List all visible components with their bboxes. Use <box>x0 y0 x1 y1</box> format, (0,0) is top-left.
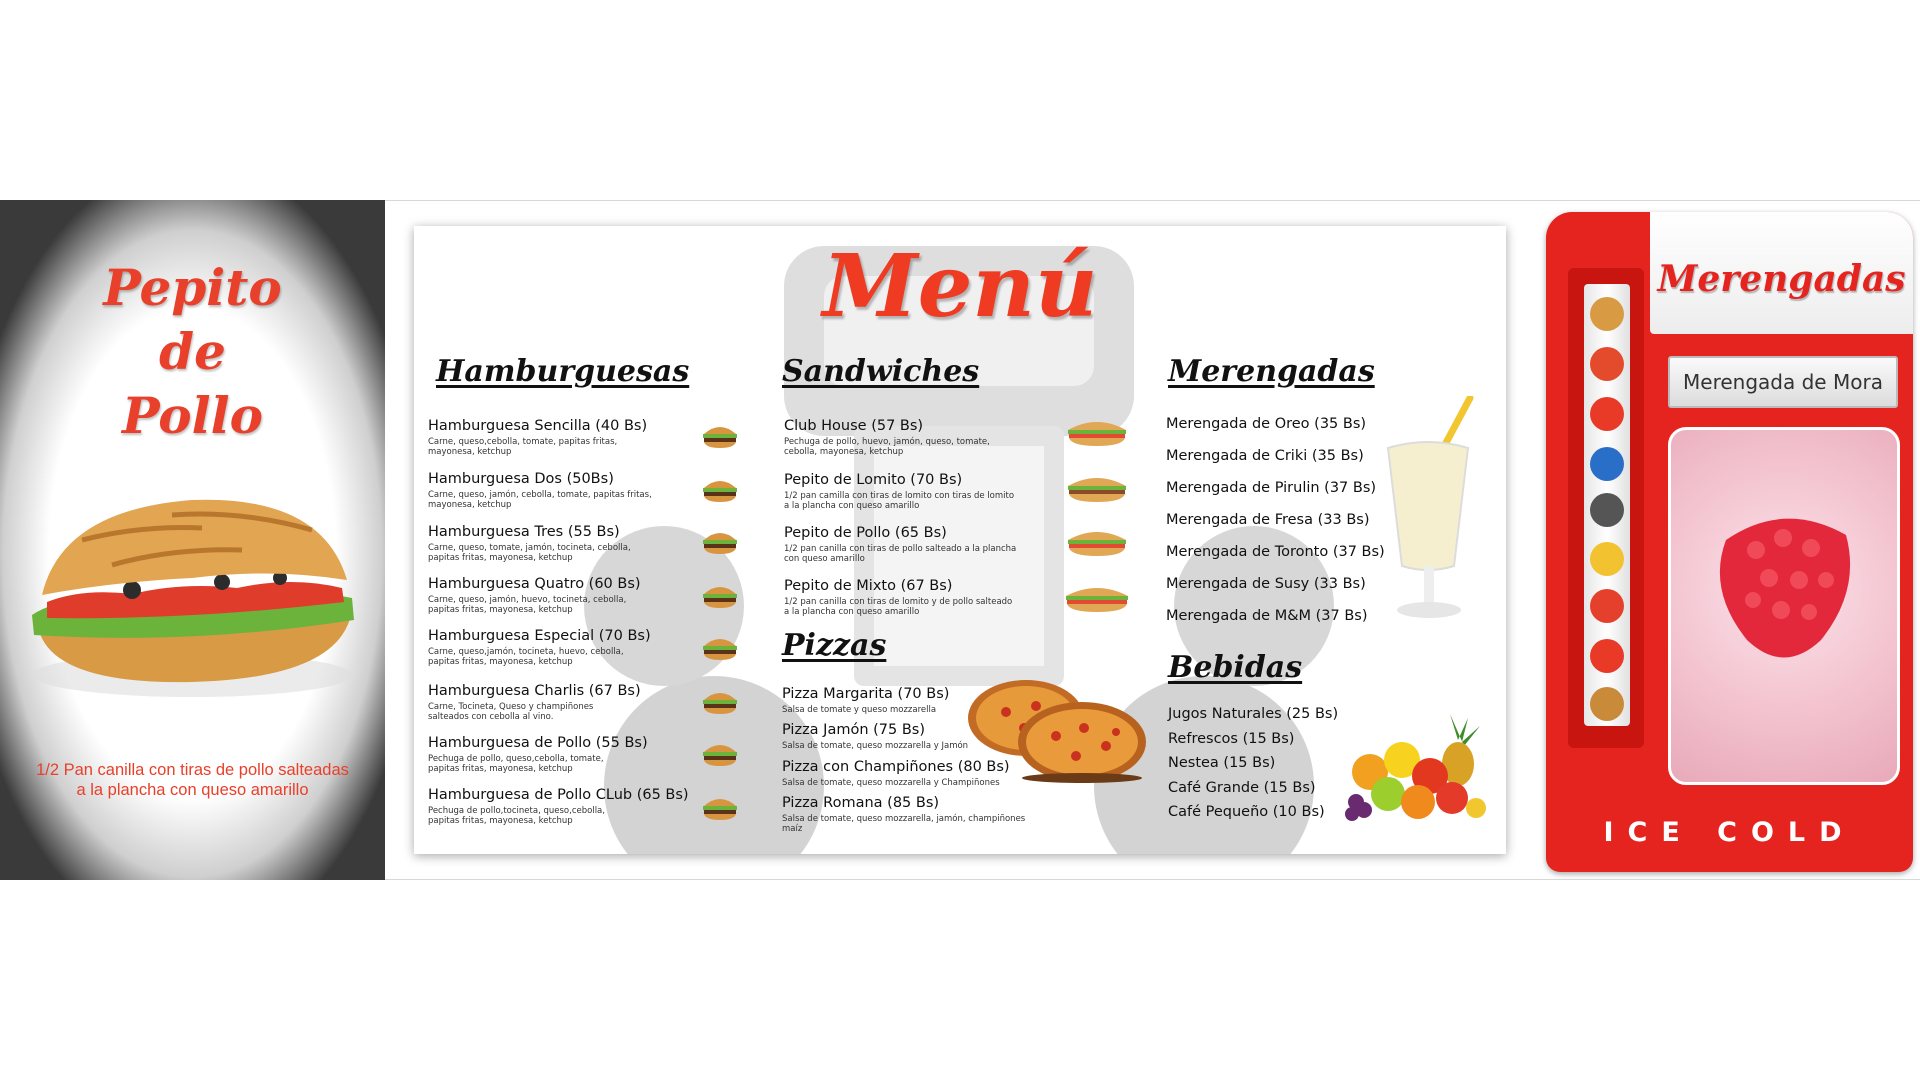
burger-icon <box>700 526 740 556</box>
burger-icon <box>700 632 740 662</box>
sandwich-image <box>22 470 362 710</box>
item-name: Hamburguesa Tres (55 Bs) <box>428 524 620 540</box>
item-desc: Pechuga de pollo,tocineta, queso,cebolla, papitas fritas, mayonesa, ketchup <box>428 806 605 826</box>
item-desc: 1/2 pan canilla con tiras de lomito y de pollo salteado a la plancha con queso amarillo <box>784 597 1013 617</box>
menu-item <box>428 524 631 563</box>
menu-item <box>784 418 990 457</box>
menu-item <box>782 795 1025 834</box>
pizzas-heading: Pizzas <box>782 628 887 663</box>
menu-item <box>428 735 648 774</box>
menu-item <box>428 683 641 722</box>
menu-item <box>784 525 1016 564</box>
bebidas-heading: Bebidas <box>1168 650 1303 685</box>
item-name: Hamburguesa Charlis (67 Bs) <box>428 683 641 699</box>
menu-item: Merengada de Criki (35 Bs) <box>1166 448 1364 464</box>
menu-item: Jugos Naturales (25 Bs) <box>1168 706 1339 722</box>
machine-title: Merengadas <box>1657 258 1906 300</box>
item-desc: Carne, queso,jamón, tocineta, huevo, cebolla, papitas fritas, mayonesa, ketchup <box>428 647 624 667</box>
menu-item <box>784 578 1012 617</box>
selected-flavor-label: Merengada de Mora <box>1668 356 1898 408</box>
menu-item: Refrescos (15 Bs) <box>1168 731 1295 747</box>
item-name: Pizza Jamón (75 Bs) <box>782 722 926 738</box>
fruits-icon <box>1340 712 1490 828</box>
sandwiches-heading: Sandwiches <box>782 354 980 389</box>
menu-item <box>782 722 968 751</box>
item-name: Hamburguesa de Pollo (55 Bs) <box>428 735 648 751</box>
menu-item: Café Grande (15 Bs) <box>1168 780 1316 796</box>
burger-icon <box>700 686 740 716</box>
promo-description-line2: a la plancha con queso amarillo <box>76 781 309 799</box>
burger-icon <box>700 474 740 504</box>
merengadas-heading: Merengadas <box>1168 354 1375 389</box>
menu-item <box>784 472 1014 511</box>
milkshake-icon <box>1378 396 1488 636</box>
hamburguesas-heading: Hamburguesas <box>436 354 690 389</box>
menu-title: Menú <box>822 236 1098 337</box>
menu-item: Merengada de Fresa (33 Bs) <box>1166 512 1370 528</box>
item-name: Hamburguesa de Pollo CLub (65 Bs) <box>428 787 689 803</box>
item-name: Club House (57 Bs) <box>784 418 924 434</box>
menu-item: Café Pequeño (10 Bs) <box>1168 804 1325 820</box>
pizza-icon <box>966 676 1150 786</box>
menu-item: Merengada de Toronto (37 Bs) <box>1166 544 1385 560</box>
item-name: Pizza Romana (85 Bs) <box>782 795 940 811</box>
menu-item <box>428 787 689 826</box>
item-name: Pizza Margarita (70 Bs) <box>782 686 950 702</box>
menu-item: Merengada de M&M (37 Bs) <box>1166 608 1368 624</box>
menu-item: Merengada de Susy (33 Bs) <box>1166 576 1366 592</box>
item-desc: Salsa de tomate, queso mozzarella y Champiñones <box>782 778 1000 788</box>
menu-item: Merengada de Pirulin (37 Bs) <box>1166 480 1377 496</box>
menu-board <box>414 226 1506 854</box>
item-desc: Pechuga de pollo, huevo, jamón, queso, tomate, cebolla, mayonesa, ketchup <box>784 437 990 457</box>
capsule-tube <box>1584 284 1630 726</box>
item-name: Hamburguesa Quatro (60 Bs) <box>428 576 641 592</box>
item-name: Hamburguesa Dos (50Bs) <box>428 471 614 487</box>
burger-icon <box>700 420 740 450</box>
burger-icon <box>700 580 740 610</box>
burger-icon <box>700 738 740 768</box>
item-desc: Salsa de tomate, queso mozzarella y Jamón <box>782 741 969 751</box>
menu-item: Merengada de Oreo (35 Bs) <box>1166 416 1367 432</box>
menu-item <box>782 686 949 715</box>
item-desc: Carne, Tocineta, Queso y champiñones salteados con cebolla al vino. <box>428 702 594 722</box>
sandwich-icon <box>1066 524 1128 558</box>
item-name: Pepito de Pollo (65 Bs) <box>784 525 947 541</box>
item-desc: Carne, queso,cebolla, tomate, papitas fritas, mayonesa, ketchup <box>428 437 618 457</box>
raspberry-icon <box>1671 430 1897 782</box>
item-name: Pepito de Lomito (70 Bs) <box>784 472 963 488</box>
strawberry-shake-image <box>1668 427 1900 785</box>
promo-panel <box>0 200 385 880</box>
menu-item <box>428 418 647 457</box>
promo-description-line1: 1/2 Pan canilla con tiras de pollo salteadas <box>36 761 349 779</box>
item-name: Pepito de Mixto (67 Bs) <box>784 578 953 594</box>
item-desc: Salsa de tomate, queso mozzarella, jamón, champiñones maíz <box>782 814 1026 834</box>
menu-item <box>428 576 641 615</box>
burger-icon <box>700 792 740 822</box>
sandwich-icon <box>1066 470 1128 504</box>
promo-title-line1: Pepito <box>103 258 282 317</box>
item-name: Hamburguesa Especial (70 Bs) <box>428 628 651 644</box>
menu-item <box>428 471 652 510</box>
promo-title-line2: de <box>159 322 226 381</box>
merengadas-machine <box>1546 212 1913 872</box>
item-desc: Pechuga de pollo, queso,cebolla, tomate, papitas fritas, mayonesa, ketchup <box>428 754 604 774</box>
promo-description <box>6 760 379 800</box>
item-desc: Salsa de tomate y queso mozzarella <box>782 705 937 715</box>
item-name: Hamburguesa Sencilla (40 Bs) <box>428 418 648 434</box>
sandwich-icon <box>1064 580 1130 614</box>
item-desc: Carne, queso, jamón, huevo, tocineta, cebolla, papitas fritas, mayonesa, ketchup <box>428 595 627 615</box>
item-desc: 1/2 pan canilla con tiras de pollo salteado a la plancha con queso amarillo <box>784 544 1017 564</box>
item-desc: Carne, queso, tomate, jamón, tocineta, cebolla, papitas fritas, mayonesa, ketchup <box>428 543 631 563</box>
sandwich-icon <box>1066 414 1128 448</box>
item-desc: Carne, queso, jamón, cebolla, tomate, papitas fritas, mayonesa, ketchup <box>428 490 652 510</box>
item-name: Pizza con Champiñones (80 Bs) <box>782 759 1010 775</box>
ice-cold-label: ICE COLD <box>1603 817 1856 848</box>
promo-title-line3: Pollo <box>122 386 263 445</box>
item-desc: 1/2 pan camilla con tiras de lomito con tiras de lomito a la plancha con queso amarillo <box>784 491 1015 511</box>
menu-item: Nestea (15 Bs) <box>1168 755 1276 771</box>
menu-item <box>428 628 651 667</box>
